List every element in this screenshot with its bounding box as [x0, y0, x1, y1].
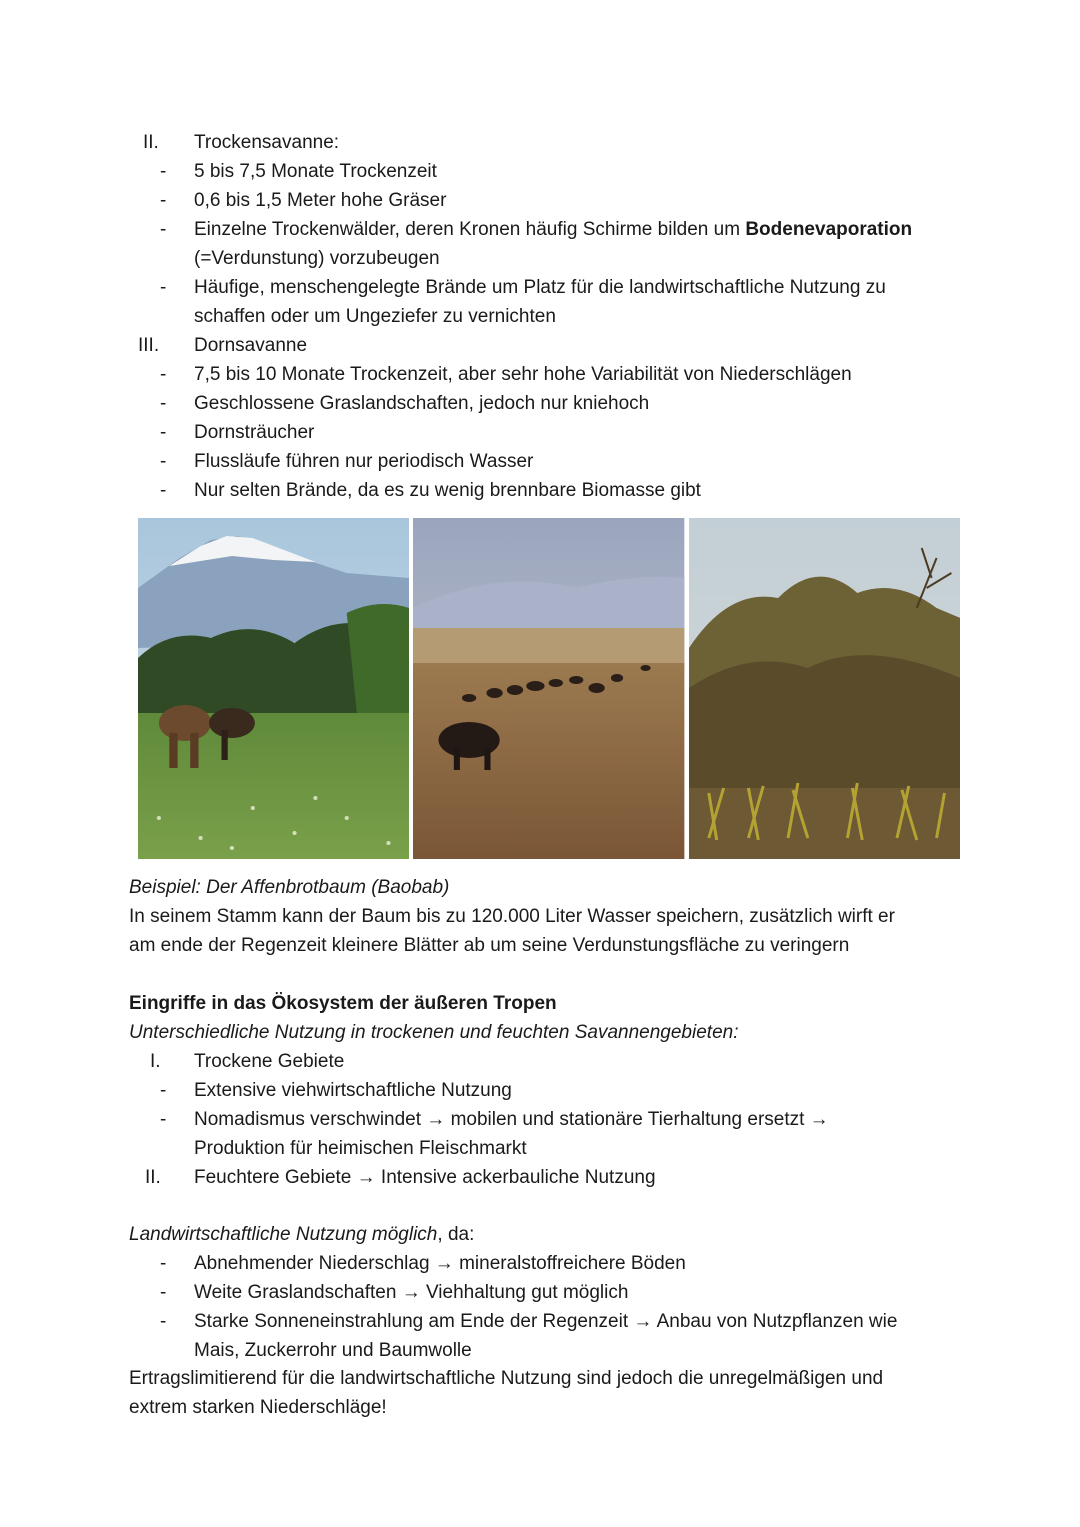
bold-term: Bodenevaporation — [745, 219, 913, 240]
bullet-text: 5 bis 7,5 Monate Trockenzeit — [194, 161, 437, 182]
bullet-dash: - — [160, 190, 167, 211]
bullet-dash: - — [160, 1253, 167, 1274]
list-numeral: III. — [138, 335, 160, 356]
thorn-savanna-photo — [689, 518, 960, 859]
bullet-dash: - — [160, 364, 167, 385]
conclusion-text: extrem starken Niederschläge! — [129, 1397, 387, 1418]
usage-heading: Landwirtschaftliche Nutzung möglich, da: — [129, 1224, 475, 1245]
bullet-dash: - — [160, 1311, 167, 1332]
list-item-title: Trockene Gebiete — [194, 1051, 345, 1072]
section-subtitle: Unterschiedliche Nutzung in trockenen und feuchten Savannengebieten: — [129, 1022, 739, 1043]
list-numeral: II. — [143, 132, 159, 153]
bullet-text: Häufige, menschengelegte Brände um Platz für die landwirtschaftliche Nutzung zu — [194, 277, 886, 298]
bullet-text: Geschlossene Graslandschaften, jedoch nur kniehoch — [194, 393, 650, 414]
example-text: In seinem Stamm kann der Baum bis zu 120.000 Liter Wasser speichern, zusätzlich wirft er — [129, 906, 895, 927]
conclusion-text: Ertragslimitierend für die landwirtschaftliche Nutzung sind jedoch die unregelmäßigen und — [129, 1368, 884, 1389]
bullet-text: Flussläufe führen nur periodisch Wasser — [194, 451, 534, 472]
bullet-text: Einzelne Trockenwälder, deren Kronen häufig Schirme bilden um Bodenevaporation — [194, 219, 913, 240]
list-item-title: Dornsavanne — [194, 335, 308, 356]
example-text: am ende der Regenzeit kleinere Blätter ab um seine Verdunstungsfläche zu veringern — [129, 935, 850, 956]
bullet-dash: - — [160, 480, 167, 501]
bullet-text: Abnehmender Niederschlag → mineralstoffreichere Böden — [194, 1253, 686, 1274]
bullet-text: Dornsträucher — [194, 422, 315, 443]
bullet-text: 0,6 bis 1,5 Meter hohe Gräser — [194, 190, 447, 211]
list-item-title: Trockensavanne: — [194, 132, 340, 153]
bullet-text: Weite Graslandschaften → Viehhaltung gut möglich — [194, 1282, 629, 1303]
bullet-text: 7,5 bis 10 Monate Trockenzeit, aber sehr hohe Variabilität von Niederschlägen — [194, 364, 852, 385]
section-title: Eingriffe in das Ökosystem der äußeren Tropen — [129, 993, 557, 1014]
savanna-photo-strip — [138, 518, 960, 859]
bullet-text-continued: schaffen oder um Ungeziefer zu vernichten — [194, 306, 556, 327]
bullet-text-continued: Mais, Zuckerrohr und Baumwolle — [194, 1340, 472, 1361]
bullet-text: Nomadismus verschwindet → mobilen und stationäre Tierhaltung ersetzt → — [194, 1109, 829, 1130]
bullet-text-continued: Produktion für heimischen Fleischmarkt — [194, 1138, 527, 1159]
bullet-dash: - — [160, 451, 167, 472]
bullet-dash: - — [160, 161, 167, 182]
bullet-text: Nur selten Brände, da es zu wenig brennbare Biomasse gibt — [194, 480, 701, 501]
bullet-dash: - — [160, 1282, 167, 1303]
list-item-title: Feuchtere Gebiete → Intensive ackerbauliche Nutzung — [194, 1167, 656, 1188]
dry-savanna-photo — [413, 518, 684, 859]
example-heading: Beispiel: Der Affenbrotbaum (Baobab) — [129, 877, 450, 898]
list-numeral: I. — [150, 1051, 161, 1072]
bullet-text-continued: (=Verdunstung) vorzubeugen — [194, 248, 440, 269]
bullet-dash: - — [160, 277, 167, 298]
bullet-text: Extensive viehwirtschaftliche Nutzung — [194, 1080, 512, 1101]
bullet-dash: - — [160, 422, 167, 443]
list-numeral: II. — [145, 1167, 161, 1188]
bullet-dash: - — [160, 1080, 167, 1101]
bullet-text: Starke Sonneneinstrahlung am Ende der Regenzeit → Anbau von Nutzpflanzen wie — [194, 1311, 898, 1332]
wet-savanna-photo — [138, 518, 409, 859]
bullet-dash: - — [160, 1109, 167, 1130]
bullet-dash: - — [160, 219, 167, 240]
bullet-dash: - — [160, 393, 167, 414]
